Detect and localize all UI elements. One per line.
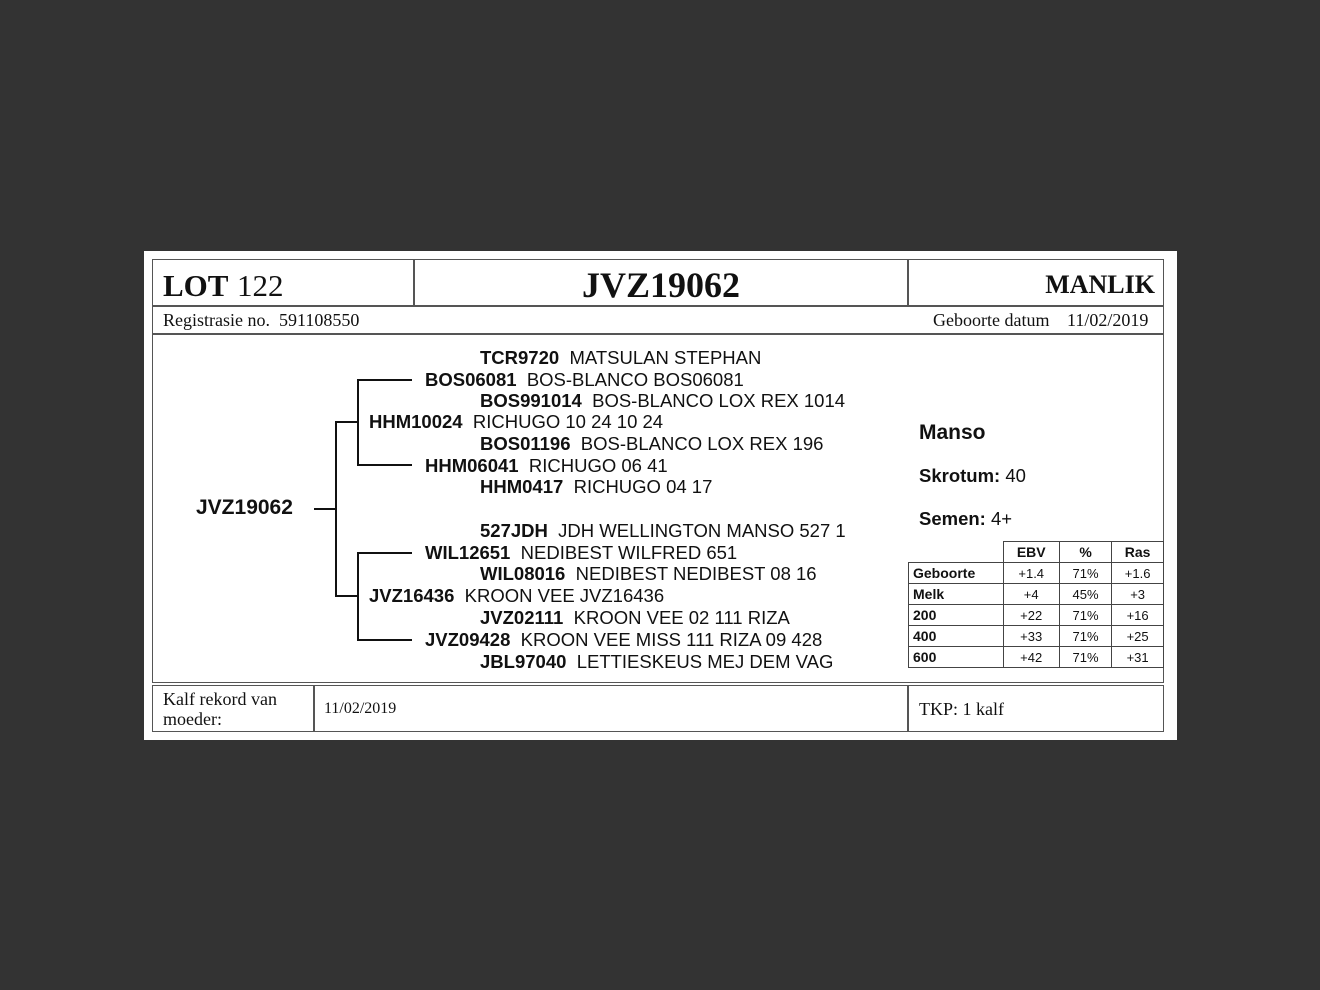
ebv-value: +42 bbox=[1003, 647, 1059, 668]
calf-record-value: 11/02/2019 bbox=[324, 700, 397, 717]
ebv-pct: 71% bbox=[1059, 563, 1111, 584]
semen-value: 4+ bbox=[990, 508, 1013, 529]
ebv-pct: 71% bbox=[1059, 626, 1111, 647]
pedigree-code: WIL12651 bbox=[425, 542, 511, 563]
sex-label: MANLIK bbox=[1045, 270, 1155, 299]
pedigree-line bbox=[335, 421, 337, 597]
ebv-row-label: 200 bbox=[909, 605, 1004, 626]
pedigree-name: LETTIESKEUS MEJ DEM VAG bbox=[576, 651, 834, 672]
pedigree-name: KROON VEE MISS 111 RIZA 09 428 bbox=[520, 629, 823, 650]
ebv-header-blank bbox=[909, 542, 1004, 563]
pedigree-code: 527JDH bbox=[480, 520, 548, 541]
registration-label: Registrasie no. bbox=[163, 310, 270, 330]
ebv-header-row bbox=[909, 542, 1164, 563]
pedigree-row bbox=[425, 455, 668, 477]
pedigree-row bbox=[369, 411, 663, 433]
pedigree-name: NEDIBEST WILFRED 651 bbox=[520, 542, 738, 563]
pedigree-name: KROON VEE JVZ16436 bbox=[464, 585, 665, 606]
pedigree-subject: JVZ19062 bbox=[196, 496, 293, 519]
birth-date-value: 11/02/2019 bbox=[1067, 310, 1149, 330]
pedigree-code: JVZ02111 bbox=[480, 607, 564, 628]
pedigree-row bbox=[480, 520, 846, 542]
animal-id-title: JVZ19062 bbox=[581, 265, 740, 305]
ebv-row-label: Melk bbox=[909, 584, 1004, 605]
ebv-header: % bbox=[1059, 542, 1111, 563]
pedigree-line bbox=[335, 595, 357, 597]
scrotum-value: 40 bbox=[1005, 465, 1026, 486]
pedigree-code: BOS01196 bbox=[480, 433, 571, 454]
pedigree-code: JVZ16436 bbox=[369, 585, 455, 606]
ebv-row bbox=[909, 563, 1164, 584]
pedigree-row bbox=[480, 651, 833, 673]
ebv-row-label: 400 bbox=[909, 626, 1004, 647]
pedigree-row bbox=[480, 390, 845, 412]
ebv-ras: +3 bbox=[1112, 584, 1164, 605]
ebv-table bbox=[908, 541, 1164, 668]
semen-label: Semen: bbox=[919, 508, 986, 529]
pedigree-name: RICHUGO 06 41 bbox=[528, 455, 668, 476]
lot-card bbox=[144, 251, 1177, 740]
pedigree-line bbox=[357, 639, 412, 641]
pedigree-code: HHM0417 bbox=[480, 476, 564, 497]
ebv-row-label: Geboorte bbox=[909, 563, 1004, 584]
tkp-value: TKP: 1 kalf bbox=[919, 699, 1004, 719]
ebv-row bbox=[909, 626, 1164, 647]
pedigree-row bbox=[480, 563, 817, 585]
ebv-header: Ras bbox=[1112, 542, 1164, 563]
scrotum-label: Skrotum: bbox=[919, 465, 1001, 486]
pedigree-code: WIL08016 bbox=[480, 563, 566, 584]
scrotum-info bbox=[919, 465, 1026, 487]
pedigree-code: TCR9720 bbox=[480, 347, 560, 368]
calf-record-value-cell bbox=[314, 685, 908, 732]
bull-name: Manso bbox=[919, 421, 986, 444]
sex-cell bbox=[908, 259, 1164, 306]
ebv-row bbox=[909, 647, 1164, 668]
ebv-value: +1.4 bbox=[1003, 563, 1059, 584]
pedigree-row bbox=[480, 433, 823, 455]
ebv-pct: 45% bbox=[1059, 584, 1111, 605]
animal-id-cell bbox=[414, 259, 908, 306]
ebv-header: EBV bbox=[1003, 542, 1059, 563]
pedigree-line bbox=[314, 508, 336, 510]
pedigree-line bbox=[357, 552, 412, 554]
pedigree-row bbox=[425, 542, 737, 564]
pedigree-name: KROON VEE 02 111 RIZA bbox=[573, 607, 790, 628]
ebv-value: +33 bbox=[1003, 626, 1059, 647]
pedigree-name: JDH WELLINGTON MANSO 527 1 bbox=[558, 520, 846, 541]
pedigree-name: NEDIBEST NEDIBEST 08 16 bbox=[575, 563, 817, 584]
pedigree-row bbox=[425, 369, 744, 391]
lot-number: 122 bbox=[237, 268, 284, 303]
pedigree-name: BOS-BLANCO BOS06081 bbox=[526, 369, 744, 390]
pedigree-name: RICHUGO 04 17 bbox=[573, 476, 713, 497]
ebv-ras: +25 bbox=[1112, 626, 1164, 647]
semen-info bbox=[919, 508, 1012, 530]
pedigree-name: BOS-BLANCO LOX REX 1014 bbox=[592, 390, 846, 411]
ebv-row-label: 600 bbox=[909, 647, 1004, 668]
pedigree-name: MATSULAN STEPHAN bbox=[569, 347, 762, 368]
pedigree-code: JVZ09428 bbox=[425, 629, 511, 650]
lot-cell bbox=[152, 259, 414, 306]
lot-label: LOT bbox=[163, 268, 229, 303]
pedigree-code: HHM10024 bbox=[369, 411, 463, 432]
registration-number: 591108550 bbox=[279, 310, 360, 330]
pedigree-name: BOS-BLANCO LOX REX 196 bbox=[580, 433, 824, 454]
registration-row bbox=[152, 306, 1164, 334]
ebv-pct: 71% bbox=[1059, 647, 1111, 668]
calf-record-label-line: Kalf rekord van bbox=[163, 689, 277, 709]
pedigree-row bbox=[425, 629, 822, 651]
pedigree-name: RICHUGO 10 24 10 24 bbox=[472, 411, 664, 432]
pedigree-line bbox=[357, 552, 359, 640]
pedigree-row bbox=[480, 476, 712, 498]
ebv-pct: 71% bbox=[1059, 605, 1111, 626]
pedigree-line bbox=[335, 421, 357, 423]
pedigree-row bbox=[480, 347, 761, 369]
ebv-value: +4 bbox=[1003, 584, 1059, 605]
ebv-ras: +16 bbox=[1112, 605, 1164, 626]
ebv-ras: +1.6 bbox=[1112, 563, 1164, 584]
calf-record-label bbox=[163, 689, 277, 729]
calf-record-label-cell bbox=[152, 685, 314, 732]
pedigree-line bbox=[357, 464, 412, 466]
pedigree-line bbox=[357, 379, 359, 465]
pedigree-row bbox=[369, 585, 664, 607]
ebv-row bbox=[909, 605, 1164, 626]
tkp-cell bbox=[908, 685, 1164, 732]
pedigree-code: BOS06081 bbox=[425, 369, 517, 390]
birth-date-label: Geboorte datum bbox=[933, 310, 1050, 330]
ebv-ras: +31 bbox=[1112, 647, 1164, 668]
pedigree-line bbox=[357, 379, 412, 381]
pedigree-row bbox=[480, 607, 790, 629]
ebv-row bbox=[909, 584, 1164, 605]
pedigree-code: HHM06041 bbox=[425, 455, 519, 476]
calf-record-label-line: moeder: bbox=[163, 709, 222, 729]
ebv-value: +22 bbox=[1003, 605, 1059, 626]
pedigree-code: JBL97040 bbox=[480, 651, 567, 672]
pedigree-code: BOS991014 bbox=[480, 390, 582, 411]
